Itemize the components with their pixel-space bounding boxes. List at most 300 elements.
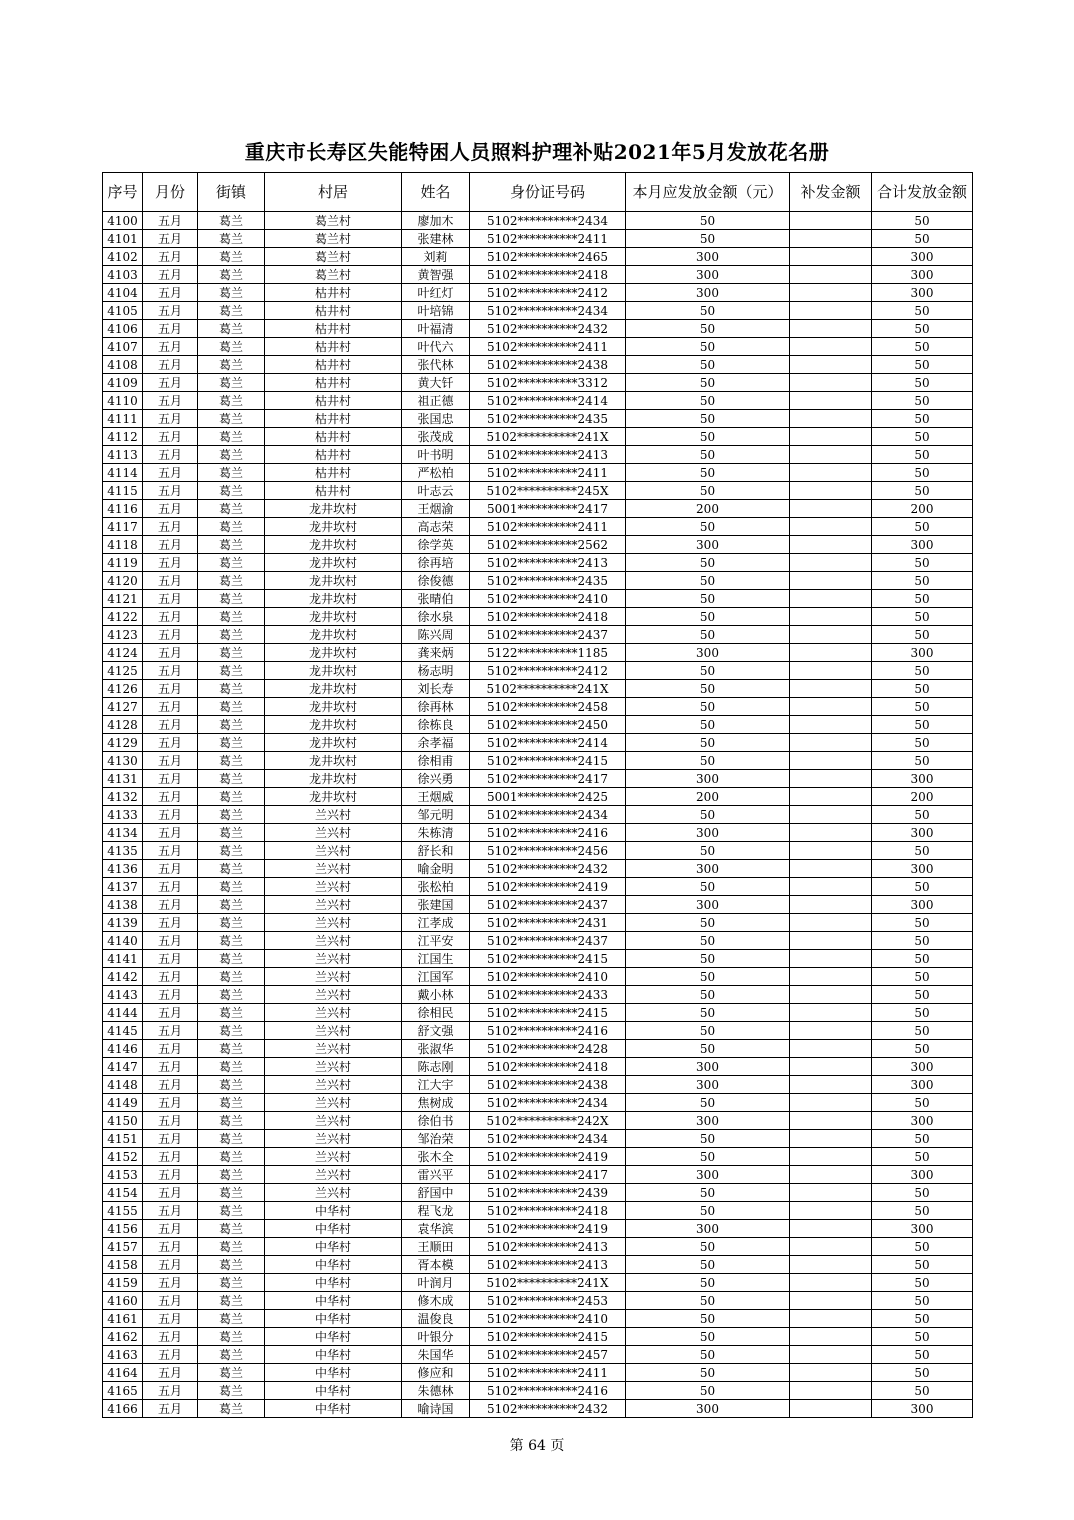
cell-monthly-amount: 200 — [626, 788, 790, 806]
table-row — [103, 932, 973, 950]
table-row — [103, 1220, 973, 1238]
cell-month: 五月 — [143, 212, 198, 230]
cell-town: 葛兰 — [198, 356, 265, 374]
cell-name: 江大宇 — [402, 1076, 470, 1094]
cell-id-number: 5102**********2413 — [470, 1238, 626, 1256]
cell-monthly-amount: 50 — [626, 842, 790, 860]
cell-id-number: 5102**********241X — [470, 680, 626, 698]
cell-village: 葛兰村 — [265, 212, 402, 230]
cell-name: 邹元明 — [402, 806, 470, 824]
table-row — [103, 986, 973, 1004]
cell-supplement — [790, 428, 872, 446]
cell-total: 300 — [872, 284, 973, 302]
cell-supplement — [790, 1130, 872, 1148]
cell-index: 4151 — [103, 1130, 143, 1148]
cell-total: 50 — [872, 950, 973, 968]
cell-supplement — [790, 1076, 872, 1094]
cell-supplement — [790, 392, 872, 410]
cell-id-number: 5122**********1185 — [470, 644, 626, 662]
cell-id-number: 5102**********2412 — [470, 284, 626, 302]
cell-town: 葛兰 — [198, 320, 265, 338]
cell-name: 修应和 — [402, 1364, 470, 1382]
cell-village: 枯井村 — [265, 392, 402, 410]
cell-total: 50 — [872, 554, 973, 572]
cell-month: 五月 — [143, 644, 198, 662]
cell-id-number: 5102**********2410 — [470, 590, 626, 608]
table-row — [103, 1292, 973, 1310]
table-row — [103, 716, 973, 734]
table-row — [103, 356, 973, 374]
table-row — [103, 878, 973, 896]
cell-village: 兰兴村 — [265, 896, 402, 914]
cell-town: 葛兰 — [198, 1040, 265, 1058]
cell-name: 喻诗国 — [402, 1400, 470, 1418]
cell-village: 龙井坎村 — [265, 518, 402, 536]
cell-total: 50 — [872, 446, 973, 464]
cell-id-number: 5102**********2437 — [470, 932, 626, 950]
cell-supplement — [790, 1004, 872, 1022]
cell-supplement — [790, 1166, 872, 1184]
cell-village: 兰兴村 — [265, 1094, 402, 1112]
cell-total: 50 — [872, 1364, 973, 1382]
cell-index: 4109 — [103, 374, 143, 392]
cell-id-number: 5102**********2434 — [470, 1130, 626, 1148]
cell-supplement — [790, 356, 872, 374]
cell-supplement — [790, 1256, 872, 1274]
cell-month: 五月 — [143, 716, 198, 734]
cell-index: 4136 — [103, 860, 143, 878]
cell-monthly-amount: 50 — [626, 950, 790, 968]
cell-supplement — [790, 1328, 872, 1346]
cell-name: 龚来炳 — [402, 644, 470, 662]
cell-index: 4160 — [103, 1292, 143, 1310]
cell-town: 葛兰 — [198, 1076, 265, 1094]
cell-index: 4157 — [103, 1238, 143, 1256]
cell-month: 五月 — [143, 1310, 198, 1328]
cell-month: 五月 — [143, 1022, 198, 1040]
cell-town: 葛兰 — [198, 1130, 265, 1148]
cell-id-number: 5102**********2411 — [470, 230, 626, 248]
cell-supplement — [790, 1346, 872, 1364]
cell-index: 4111 — [103, 410, 143, 428]
cell-index: 4161 — [103, 1310, 143, 1328]
cell-index: 4129 — [103, 734, 143, 752]
cell-id-number: 5102**********2453 — [470, 1292, 626, 1310]
cell-id-number: 5102**********242X — [470, 1112, 626, 1130]
cell-index: 4100 — [103, 212, 143, 230]
cell-index: 4113 — [103, 446, 143, 464]
cell-index: 4145 — [103, 1022, 143, 1040]
cell-supplement — [790, 842, 872, 860]
cell-month: 五月 — [143, 1058, 198, 1076]
table-row — [103, 698, 973, 716]
cell-monthly-amount: 300 — [626, 1166, 790, 1184]
table-row — [103, 536, 973, 554]
table-row — [103, 1256, 973, 1274]
cell-total: 50 — [872, 1310, 973, 1328]
cell-name: 张茂成 — [402, 428, 470, 446]
cell-id-number: 5102**********2411 — [470, 518, 626, 536]
cell-month: 五月 — [143, 878, 198, 896]
cell-total: 300 — [872, 1400, 973, 1418]
table-row — [103, 1004, 973, 1022]
cell-month: 五月 — [143, 608, 198, 626]
cell-total: 50 — [872, 428, 973, 446]
cell-total: 50 — [872, 374, 973, 392]
table-row — [103, 1058, 973, 1076]
roster-table — [102, 172, 973, 1418]
cell-index: 4104 — [103, 284, 143, 302]
cell-name: 张建国 — [402, 896, 470, 914]
cell-month: 五月 — [143, 518, 198, 536]
cell-monthly-amount: 50 — [626, 338, 790, 356]
cell-supplement — [790, 302, 872, 320]
cell-village: 龙井坎村 — [265, 734, 402, 752]
cell-monthly-amount: 300 — [626, 1058, 790, 1076]
cell-town: 葛兰 — [198, 626, 265, 644]
cell-town: 葛兰 — [198, 914, 265, 932]
cell-id-number: 5102**********2437 — [470, 626, 626, 644]
cell-month: 五月 — [143, 248, 198, 266]
cell-total: 300 — [872, 860, 973, 878]
cell-total: 50 — [872, 1346, 973, 1364]
cell-village: 龙井坎村 — [265, 590, 402, 608]
cell-town: 葛兰 — [198, 1058, 265, 1076]
cell-village: 龙井坎村 — [265, 500, 402, 518]
cell-total: 50 — [872, 1274, 973, 1292]
cell-index: 4159 — [103, 1274, 143, 1292]
cell-id-number: 5102**********2439 — [470, 1184, 626, 1202]
cell-name: 徐相民 — [402, 1004, 470, 1022]
cell-town: 葛兰 — [198, 770, 265, 788]
cell-name: 徐再林 — [402, 698, 470, 716]
cell-town: 葛兰 — [198, 878, 265, 896]
cell-village: 中华村 — [265, 1220, 402, 1238]
col-header-supplement: 补发金额 — [790, 173, 872, 212]
cell-name: 叶书明 — [402, 446, 470, 464]
cell-supplement — [790, 230, 872, 248]
cell-supplement — [790, 878, 872, 896]
cell-supplement — [790, 662, 872, 680]
table-row — [103, 1166, 973, 1184]
table-row — [103, 1184, 973, 1202]
cell-name: 徐相甫 — [402, 752, 470, 770]
cell-month: 五月 — [143, 338, 198, 356]
cell-monthly-amount: 50 — [626, 1130, 790, 1148]
cell-monthly-amount: 50 — [626, 608, 790, 626]
cell-id-number: 5001**********2425 — [470, 788, 626, 806]
cell-village: 中华村 — [265, 1274, 402, 1292]
cell-town: 葛兰 — [198, 824, 265, 842]
cell-id-number: 5102**********2417 — [470, 770, 626, 788]
cell-name: 叶银分 — [402, 1328, 470, 1346]
cell-village: 枯井村 — [265, 482, 402, 500]
cell-index: 4124 — [103, 644, 143, 662]
cell-supplement — [790, 536, 872, 554]
cell-index: 4119 — [103, 554, 143, 572]
cell-monthly-amount: 50 — [626, 1148, 790, 1166]
cell-total: 50 — [872, 1094, 973, 1112]
cell-monthly-amount: 50 — [626, 428, 790, 446]
table-row — [103, 1382, 973, 1400]
cell-supplement — [790, 1202, 872, 1220]
cell-name: 徐学英 — [402, 536, 470, 554]
cell-supplement — [790, 914, 872, 932]
cell-index: 4115 — [103, 482, 143, 500]
cell-index: 4131 — [103, 770, 143, 788]
cell-monthly-amount: 50 — [626, 968, 790, 986]
header-row — [103, 173, 973, 212]
cell-id-number: 5102**********2418 — [470, 608, 626, 626]
cell-index: 4150 — [103, 1112, 143, 1130]
table-row — [103, 482, 973, 500]
cell-village: 中华村 — [265, 1328, 402, 1346]
cell-month: 五月 — [143, 932, 198, 950]
cell-id-number: 5102**********2415 — [470, 752, 626, 770]
cell-monthly-amount: 50 — [626, 464, 790, 482]
cell-index: 4103 — [103, 266, 143, 284]
table-row — [103, 1130, 973, 1148]
cell-month: 五月 — [143, 662, 198, 680]
cell-monthly-amount: 300 — [626, 284, 790, 302]
cell-total: 300 — [872, 266, 973, 284]
cell-month: 五月 — [143, 392, 198, 410]
cell-id-number: 5102**********2438 — [470, 1076, 626, 1094]
cell-name: 王顺田 — [402, 1238, 470, 1256]
cell-supplement — [790, 338, 872, 356]
cell-name: 张代林 — [402, 356, 470, 374]
cell-month: 五月 — [143, 446, 198, 464]
table-row — [103, 410, 973, 428]
cell-name: 舒长和 — [402, 842, 470, 860]
col-header-monthly-amount: 本月应发放金额（元） — [626, 173, 790, 212]
cell-id-number: 5102**********2432 — [470, 320, 626, 338]
cell-index: 4162 — [103, 1328, 143, 1346]
cell-id-number: 5102**********2457 — [470, 1346, 626, 1364]
cell-supplement — [790, 968, 872, 986]
cell-month: 五月 — [143, 1094, 198, 1112]
cell-id-number: 5102**********2419 — [470, 878, 626, 896]
cell-monthly-amount: 50 — [626, 1274, 790, 1292]
cell-supplement — [790, 1184, 872, 1202]
table-row — [103, 1040, 973, 1058]
cell-town: 葛兰 — [198, 554, 265, 572]
cell-monthly-amount: 50 — [626, 986, 790, 1004]
cell-monthly-amount: 50 — [626, 1184, 790, 1202]
cell-supplement — [790, 266, 872, 284]
cell-town: 葛兰 — [198, 1238, 265, 1256]
cell-supplement — [790, 896, 872, 914]
cell-month: 五月 — [143, 302, 198, 320]
cell-month: 五月 — [143, 266, 198, 284]
cell-id-number: 5102**********2415 — [470, 1004, 626, 1022]
cell-monthly-amount: 50 — [626, 1004, 790, 1022]
cell-monthly-amount: 200 — [626, 500, 790, 518]
cell-id-number: 5102**********2433 — [470, 986, 626, 1004]
cell-month: 五月 — [143, 1346, 198, 1364]
cell-month: 五月 — [143, 896, 198, 914]
cell-month: 五月 — [143, 770, 198, 788]
cell-total: 300 — [872, 1166, 973, 1184]
cell-supplement — [790, 1058, 872, 1076]
col-header-total: 合计发放金额 — [872, 173, 973, 212]
cell-id-number: 5102**********2416 — [470, 1382, 626, 1400]
cell-village: 兰兴村 — [265, 1076, 402, 1094]
cell-monthly-amount: 50 — [626, 1292, 790, 1310]
cell-month: 五月 — [143, 1328, 198, 1346]
cell-total: 50 — [872, 590, 973, 608]
cell-supplement — [790, 644, 872, 662]
cell-total: 50 — [872, 572, 973, 590]
cell-town: 葛兰 — [198, 1148, 265, 1166]
cell-index: 4164 — [103, 1364, 143, 1382]
cell-name: 江国生 — [402, 950, 470, 968]
cell-name: 张木全 — [402, 1148, 470, 1166]
cell-monthly-amount: 50 — [626, 1022, 790, 1040]
cell-supplement — [790, 698, 872, 716]
cell-id-number: 5102**********2450 — [470, 716, 626, 734]
cell-monthly-amount: 50 — [626, 716, 790, 734]
table-row — [103, 626, 973, 644]
cell-monthly-amount: 50 — [626, 302, 790, 320]
table-row — [103, 248, 973, 266]
cell-month: 五月 — [143, 554, 198, 572]
cell-index: 4155 — [103, 1202, 143, 1220]
cell-town: 葛兰 — [198, 644, 265, 662]
cell-supplement — [790, 986, 872, 1004]
cell-village: 中华村 — [265, 1310, 402, 1328]
table-row — [103, 500, 973, 518]
table-row — [103, 968, 973, 986]
cell-town: 葛兰 — [198, 1328, 265, 1346]
cell-town: 葛兰 — [198, 446, 265, 464]
cell-town: 葛兰 — [198, 428, 265, 446]
cell-village: 枯井村 — [265, 374, 402, 392]
cell-total: 200 — [872, 788, 973, 806]
cell-total: 50 — [872, 1040, 973, 1058]
page-number: 第 64 页 — [509, 1438, 565, 1454]
cell-id-number: 5102**********2410 — [470, 1310, 626, 1328]
cell-village: 中华村 — [265, 1400, 402, 1418]
cell-village: 枯井村 — [265, 338, 402, 356]
cell-id-number: 5102**********2435 — [470, 572, 626, 590]
cell-village: 龙井坎村 — [265, 644, 402, 662]
cell-month: 五月 — [143, 1130, 198, 1148]
cell-monthly-amount: 50 — [626, 662, 790, 680]
cell-id-number: 5102**********2431 — [470, 914, 626, 932]
cell-index: 4121 — [103, 590, 143, 608]
table-row — [103, 554, 973, 572]
cell-index: 4141 — [103, 950, 143, 968]
table-row — [103, 518, 973, 536]
cell-town: 葛兰 — [198, 860, 265, 878]
cell-town: 葛兰 — [198, 1094, 265, 1112]
table-row — [103, 374, 973, 392]
cell-total: 300 — [872, 1058, 973, 1076]
cell-index: 4133 — [103, 806, 143, 824]
cell-total: 50 — [872, 680, 973, 698]
cell-month: 五月 — [143, 752, 198, 770]
cell-supplement — [790, 212, 872, 230]
cell-total: 50 — [872, 1202, 973, 1220]
cell-total: 50 — [872, 1292, 973, 1310]
table-row — [103, 464, 973, 482]
cell-town: 葛兰 — [198, 1274, 265, 1292]
cell-supplement — [790, 1112, 872, 1130]
cell-name: 张国忠 — [402, 410, 470, 428]
cell-village: 龙井坎村 — [265, 554, 402, 572]
cell-town: 葛兰 — [198, 1364, 265, 1382]
cell-id-number: 5102**********2418 — [470, 1058, 626, 1076]
cell-total: 50 — [872, 1004, 973, 1022]
cell-total: 50 — [872, 410, 973, 428]
cell-month: 五月 — [143, 824, 198, 842]
cell-id-number: 5102**********2458 — [470, 698, 626, 716]
cell-village: 龙井坎村 — [265, 716, 402, 734]
cell-month: 五月 — [143, 428, 198, 446]
cell-id-number: 5102**********2414 — [470, 734, 626, 752]
table-row — [103, 824, 973, 842]
cell-id-number: 5102**********2413 — [470, 554, 626, 572]
cell-town: 葛兰 — [198, 266, 265, 284]
cell-id-number: 5102**********2432 — [470, 1400, 626, 1418]
cell-town: 葛兰 — [198, 518, 265, 536]
cell-supplement — [790, 770, 872, 788]
cell-name: 朱国华 — [402, 1346, 470, 1364]
cell-village: 龙井坎村 — [265, 698, 402, 716]
cell-total: 50 — [872, 986, 973, 1004]
cell-monthly-amount: 50 — [626, 1094, 790, 1112]
cell-name: 叶志云 — [402, 482, 470, 500]
cell-id-number: 5102**********2417 — [470, 1166, 626, 1184]
cell-supplement — [790, 1292, 872, 1310]
cell-id-number: 5102**********2416 — [470, 824, 626, 842]
cell-index: 4137 — [103, 878, 143, 896]
cell-monthly-amount: 300 — [626, 248, 790, 266]
cell-supplement — [790, 284, 872, 302]
cell-index: 4163 — [103, 1346, 143, 1364]
cell-supplement — [790, 554, 872, 572]
cell-supplement — [790, 680, 872, 698]
cell-monthly-amount: 300 — [626, 896, 790, 914]
cell-id-number: 5102**********2432 — [470, 860, 626, 878]
cell-supplement — [790, 482, 872, 500]
cell-id-number: 5102**********2437 — [470, 896, 626, 914]
cell-village: 龙井坎村 — [265, 752, 402, 770]
table-row — [103, 1112, 973, 1130]
cell-supplement — [790, 788, 872, 806]
cell-total: 300 — [872, 770, 973, 788]
cell-village: 兰兴村 — [265, 1112, 402, 1130]
cell-town: 葛兰 — [198, 716, 265, 734]
cell-town: 葛兰 — [198, 284, 265, 302]
cell-town: 葛兰 — [198, 338, 265, 356]
cell-monthly-amount: 300 — [626, 1076, 790, 1094]
cell-id-number: 5102**********3312 — [470, 374, 626, 392]
cell-total: 50 — [872, 1184, 973, 1202]
cell-index: 4154 — [103, 1184, 143, 1202]
cell-town: 葛兰 — [198, 374, 265, 392]
cell-village: 葛兰村 — [265, 248, 402, 266]
cell-supplement — [790, 518, 872, 536]
cell-index: 4101 — [103, 230, 143, 248]
cell-monthly-amount: 300 — [626, 1220, 790, 1238]
cell-total: 50 — [872, 212, 973, 230]
cell-month: 五月 — [143, 1382, 198, 1400]
table-row — [103, 392, 973, 410]
cell-total: 50 — [872, 464, 973, 482]
cell-month: 五月 — [143, 284, 198, 302]
